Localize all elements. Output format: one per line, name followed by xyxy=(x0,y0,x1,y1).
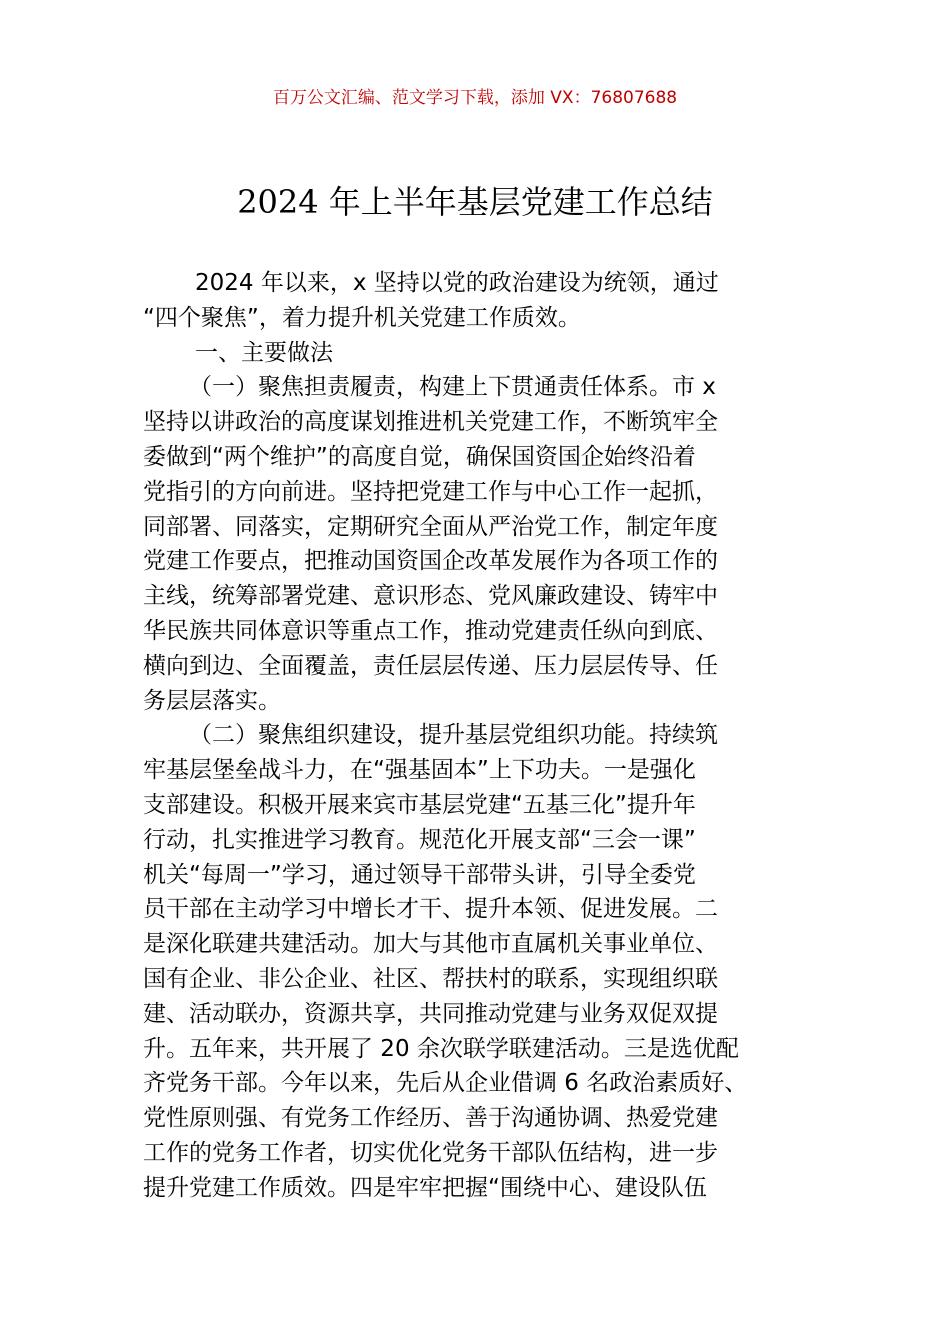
body-line: 支部建设。积极开展来宾市基层党建“五基三化”提升年 xyxy=(143,791,696,818)
body-line: 委做到“两个维护”的高度自觉，确保国资国企始终沿着 xyxy=(143,443,696,470)
body-line: 党性原则强、有党务工作经历、善于沟通协调、热爱党建 xyxy=(143,1105,718,1132)
body-line: 坚持以讲政治的高度谋划推进机关党建工作，不断筑牢全 xyxy=(143,409,718,436)
body-line: 横向到边、全面覆盖，责任层层传递、压力层层传导、任 xyxy=(143,652,718,679)
body-line: 牢基层堡垒战斗力，在“强基固本”上下功夫。一是强化 xyxy=(143,757,696,784)
subsection-heading: （一）聚焦担责履责，构建上下贯通责任体系。市 x xyxy=(189,374,716,401)
body-line: 员干部在主动学习中增长才干、提升本领、促进发展。二 xyxy=(143,896,718,923)
body-line: 国有企业、非公企业、社区、帮扶村的联系，实现组织联 xyxy=(143,965,718,992)
body-line: 华民族共同体意识等重点工作，推动党建责任纵向到底、 xyxy=(143,617,718,644)
body-line: 工作的党务工作者，切实优化党务干部队伍结构，进一步 xyxy=(143,1139,718,1166)
body-line: 务层层落实。 xyxy=(143,687,281,714)
body-line: 主线，统筹部署党建、意识形态、党风廉政建设、铸牢中 xyxy=(143,583,718,610)
body-line: 升。五年来，共开展了 20 余次联学联建活动。三是选优配 xyxy=(143,1035,739,1062)
document-title: 2024 年上半年基层党建工作总结 xyxy=(237,183,713,221)
section-heading: 一、主要做法 xyxy=(195,339,333,366)
body-line: 2024 年以来，x 坚持以党的政治建设为统领，通过 xyxy=(195,270,719,296)
body-line: 党指引的方向前进。坚持把党建工作与中心工作一起抓， xyxy=(143,478,718,505)
body-line: 是深化联建共建活动。加大与其他市直属机关事业单位、 xyxy=(143,931,718,958)
body-line: 机关“每周一”学习，通过领导干部带头讲，引导全委党 xyxy=(143,861,696,888)
body-line: 行动，扎实推进学习教育。规范化开展支部“三会一课” xyxy=(143,826,696,853)
body-line: 建、活动联办，资源共享，共同推动党建与业务双促双提 xyxy=(143,1000,718,1027)
subsection-heading: （二）聚焦组织建设，提升基层党组织功能。持续筑 xyxy=(189,722,718,749)
body-line: 提升党建工作质效。四是牢牢把握“围绕中心、建设队伍 xyxy=(143,1174,707,1201)
body-line: “四个聚焦”，着力提升机关党建工作质效。 xyxy=(143,304,581,331)
header-note: 百万公文汇编、范文学习下载，添加 VX：76807688 xyxy=(272,88,678,108)
body-line: 党建工作要点，把推动国资国企改革发展作为各项工作的 xyxy=(143,548,718,575)
body-line: 同部署、同落实，定期研究全面从严治党工作，制定年度 xyxy=(143,513,718,540)
body-line: 齐党务干部。今年以来，先后从企业借调 6 名政治素质好、 xyxy=(143,1070,748,1097)
document-body xyxy=(143,266,813,1206)
